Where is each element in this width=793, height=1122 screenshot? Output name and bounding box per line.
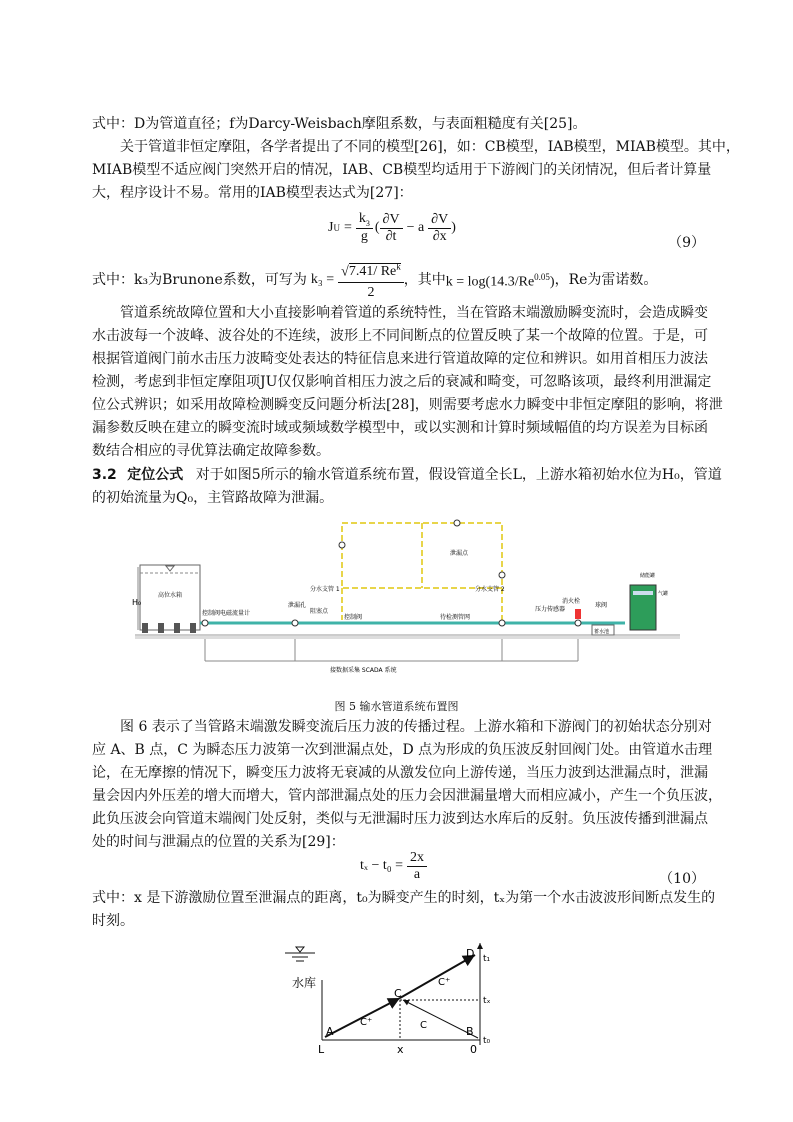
test-pipe-label: 待检测管网 [440,614,471,621]
equation-number: （10） [659,871,705,887]
pump-room-label: 蓄水池 [594,629,610,635]
eq9-sub: U [333,223,340,233]
equation-number: （9） [668,235,705,251]
figure-caption: 图 5 输水管道系统布置图 [334,700,459,713]
gas-tank-label: 储能罐 [640,573,656,579]
gas-tank-label2: 气罐 [658,591,669,597]
paragraph-line: 大，程序设计不易。常用的IAB模型表达式为[27]： [92,185,413,201]
section-title: 定位公式 [127,467,184,483]
paragraph-line: 根据管道阀门前水击压力波畸变处表达的特征信息来进行管道故障的定位和辨识。如用首相压力波法 [92,351,708,367]
wave-propagation-figure [270,935,500,1060]
h0-label: H₀ [132,598,142,607]
ball-valve-label: 球阀 [595,602,608,609]
sensor-label: 压力传感器 [535,606,566,613]
paragraph-line: MIAB模型不适应阀门突然开启的情况，IAB、CB模型均适用于下游阀门的关闭情况，但后者计算量 [92,162,712,178]
branch1-label: 分水支管 1 [310,586,340,593]
paragraph-line: 处的时间与泄漏点的位置的关系为[29]： [92,834,345,850]
paragraph-line: 水击波每一个波峰、波谷处的不连续，波形上不同间断点的位置反映了某一个故障的位置。于是，可 [92,328,708,344]
control-valve-label: 控制阀 [344,614,363,621]
section-number: 3.2 [92,467,117,483]
branch2-label: 分水支管 2 [475,586,505,593]
reservoir-label: 水库 [292,976,317,990]
point-c: C [394,987,402,1000]
wave-cplus-2: C⁺ [438,977,451,988]
paragraph-line: 管道系统故障位置和大小直接影响着管道的系统特性，当在管路末端激励瞬变流时，会造成瞬变 [120,305,708,321]
eq9-coef: $\frac{k_3}{g}$ [356,211,373,245]
paragraph-text: 对于如图5所示的输水管道系统布置，假设管道全长L，上游水箱初始水位为H₀，管道 [195,467,722,483]
paragraph-line: 位公式辨识；如采用故障检测瞬变反问题分析法[28]，则需要考虑水力瞬变中非恒定摩阻的影响，将泄 [92,397,723,413]
point-b: B [466,1025,474,1038]
paragraph-line: 式中：D为管道直径；f为Darcy-Weisbach摩阻系数，与表面粗糙度有关[25]。 [92,116,587,132]
scada-label: 接数据采集 SCADA 系统 [330,667,397,674]
eq9-term1: $\frac{\partial V}{\partial t}$ [380,212,403,245]
paragraph-line: 图 6 表示了当管路末端激发瞬变流后压力波的传播过程。上游水箱和下游阀门的初始状态分别对 [120,719,712,735]
time-t1: t₁ [483,954,491,964]
time-t0: t₀ [483,1036,491,1046]
branch-network [342,523,502,620]
pipeline-system-figure [130,515,690,680]
paragraph-line: 漏参数反映在建立的瞬变流时域或频域数学模型中，或以实测和计算时频域幅值的均方误差为目标函 [92,420,708,436]
water-level-icon [296,947,304,952]
tank-label: 高位水箱 [157,592,183,599]
wave-cplus-1: C⁺ [360,1017,373,1028]
axis-x: x [397,1043,404,1056]
equation-9: J U = $\frac{k_3}{g}$ ( $\frac{\partial V}{\partial t}$ − a $\frac{\partial V}{\partial x}$ ) [328,211,456,244]
wave-cminus: C [420,1020,427,1031]
paragraph-line: 时刻。 [92,913,134,929]
ground-strip [135,636,680,639]
leak-point-label: 泄漏点 [450,550,469,557]
eq9-lhs: J [328,220,334,235]
leak-hole-label: 泄漏孔 [288,602,307,609]
paragraph-line: 的初始流量为Q₀，主管路故障为泄漏。 [92,490,334,506]
paragraph-line: 量会因内外压差的增大而增大，管内部泄漏点处的压力会因泄漏量增大而相应减小，产生一个负压波， [92,788,722,804]
point-d: D [466,947,475,960]
flowmeter-label: 控制阀电磁流量计 [202,610,251,617]
paragraph-line: 应 A、B 点，C 为瞬态压力波第一次到泄漏点处，D 点为形成的负压波反射回阀门处。由管道水击理 [92,742,713,758]
equation-10: tₓ − t₀ = $\frac{2x}{a}$ [360,846,427,886]
paragraph-line: 关于管道非恒定摩阻，各学者提出了不同的模型[26]，如：CB模型，IAB模型，MIAB模型。其中， [120,139,740,155]
hydrant-icon [575,609,581,619]
paragraph-line: 此负压波会向管道末端阀门处反射，类似与无泄漏时压力波到达水库后的反射。负压波传播到泄漏点 [92,811,708,827]
paragraph-line: 式中：x 是下游激励位置至泄漏点的距离，t₀为瞬变产生的时刻，tₓ为第一个水击波波形间断点发生的 [92,890,716,906]
paragraph-line: 数结合相应的寻优算法确定故障参数。 [92,443,330,459]
axis-zero: 0 [470,1043,477,1056]
water-level-icon [166,566,174,571]
blockage-label: 阻塞点 [310,608,329,615]
paragraph-line: 检测，考虑到非恒定摩阻项JU仅仅影响首相压力波之后的衰减和畸变，可忽略该项，最终利用泄漏定 [92,374,712,390]
point-a: A [326,1025,334,1038]
section-heading-line [92,465,722,485]
hydrant-label: 消火栓 [562,598,581,605]
time-tx: tₓ [483,996,491,1006]
paragraph-line: 论，在无摩擦的情况下，瞬变压力波将无衰减的从激发位向上游传递，当压力波到达泄漏点时，泄漏 [92,765,708,781]
axis-l: L [318,1043,325,1056]
eq9-term2: $\frac{\partial V}{\partial x}$ [428,212,451,245]
paragraph-line: 式中：k₃为Brunone系数，可写为 k₃ = $\frac{√7.41/ Re^k}{2}$ ，其中 $k = \log(14.3/Re^{0.05})$ ，Re为雷诺数。 [92,262,657,298]
